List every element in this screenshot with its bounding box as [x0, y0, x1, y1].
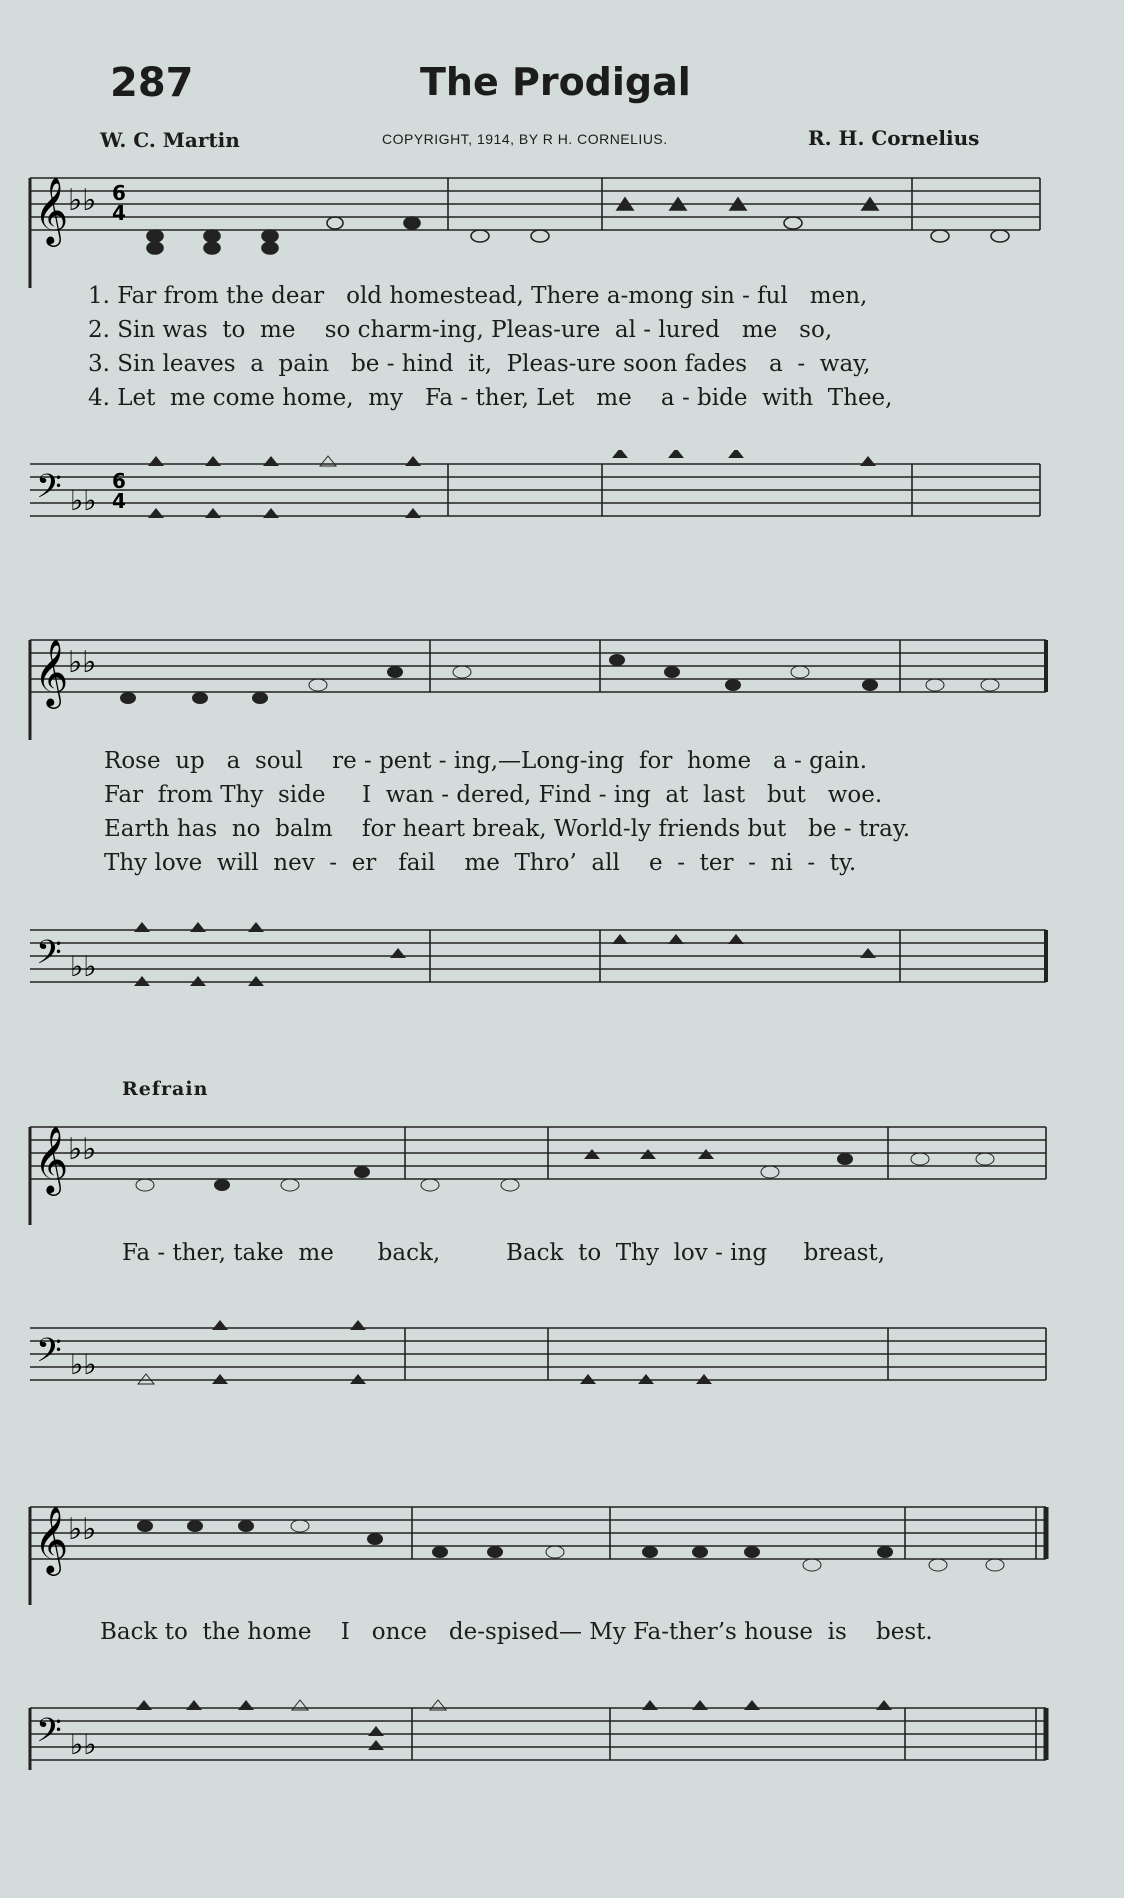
- hymn-number: 287: [110, 60, 194, 106]
- bass-clef-icon: 𝄢: [36, 1332, 62, 1378]
- svg-text:♭♭: ♭♭: [68, 1512, 97, 1547]
- composer-credit: R. H. Cornelius: [808, 126, 980, 150]
- svg-text:4: 4: [112, 201, 126, 225]
- svg-text:6: 6: [112, 181, 126, 205]
- verse1-part2: Rose up a soul re - pent - ing,—Long-ing for home a - gain.: [104, 748, 868, 774]
- bass-clef-icon: 𝄢: [36, 1712, 62, 1758]
- svg-text:6: 6: [112, 469, 126, 493]
- verse3-part1: 3. Sin leaves a pain be - hind it, Pleas-ure soon fades a - way,: [88, 351, 871, 377]
- svg-text:♭♭: ♭♭: [68, 183, 97, 218]
- svg-text:♭♭: ♭♭: [70, 950, 97, 983]
- system4-treble-staff: [0, 1495, 1124, 1605]
- system1-bass-staff: [0, 450, 1124, 560]
- refrain-line2: Back to the home I once de-spised— My Fa-ther’s house is best.: [100, 1619, 933, 1645]
- svg-text:♭♭: ♭♭: [70, 484, 97, 517]
- verse4-part2: Thy love will nev - er fail me Thro’ all e - ter - ni - ty.: [104, 850, 857, 876]
- treble-clef-icon: 𝄞: [34, 1125, 69, 1193]
- system2-treble-staff: [0, 630, 1124, 740]
- svg-text:♭♭: ♭♭: [68, 1132, 97, 1167]
- svg-text:♭♭: ♭♭: [68, 645, 97, 680]
- verse2-part1: 2. Sin was to me so charm-ing, Pleas-ure al - lured me so,: [88, 317, 833, 343]
- refrain-label: Refrain: [122, 1078, 209, 1100]
- svg-text:♭♭: ♭♭: [70, 1348, 97, 1381]
- bass-clef-icon: 𝄢: [36, 934, 62, 980]
- verse4-part1: 4. Let me come home, my Fa - ther, Let me a - bide with Thee,: [88, 385, 893, 411]
- system2-bass-staff: [0, 910, 1124, 1020]
- bass-clef-icon: 𝄢: [36, 468, 62, 514]
- system4-bass-staff: [0, 1680, 1124, 1790]
- hymn-title: The Prodigal: [420, 60, 691, 104]
- svg-text:4: 4: [112, 489, 126, 513]
- treble-clef-icon: 𝄞: [34, 176, 69, 244]
- verse2-part2: Far from Thy side I wan - dered, Find - ing at last but woe.: [104, 782, 883, 808]
- refrain-line1: Fa - ther, take me back, Back to Thy lov - ing breast,: [122, 1240, 886, 1266]
- treble-clef-icon: 𝄞: [34, 638, 69, 706]
- system1-treble-staff: [0, 168, 1124, 288]
- verse1-part1: 1. Far from the dear old homestead, There a-mong sin - ful men,: [88, 283, 868, 309]
- system3-treble-staff: [0, 1115, 1124, 1225]
- verse3-part2: Earth has no balm for heart break, World-ly friends but be - tray.: [104, 816, 911, 842]
- author-credit: W. C. Martin: [100, 128, 240, 152]
- copyright-notice: COPYRIGHT, 1914, BY R H. CORNELIUS.: [382, 131, 668, 147]
- svg-text:♭♭: ♭♭: [70, 1728, 97, 1761]
- system3-bass-staff: [0, 1300, 1124, 1410]
- treble-clef-icon: 𝄞: [34, 1505, 69, 1573]
